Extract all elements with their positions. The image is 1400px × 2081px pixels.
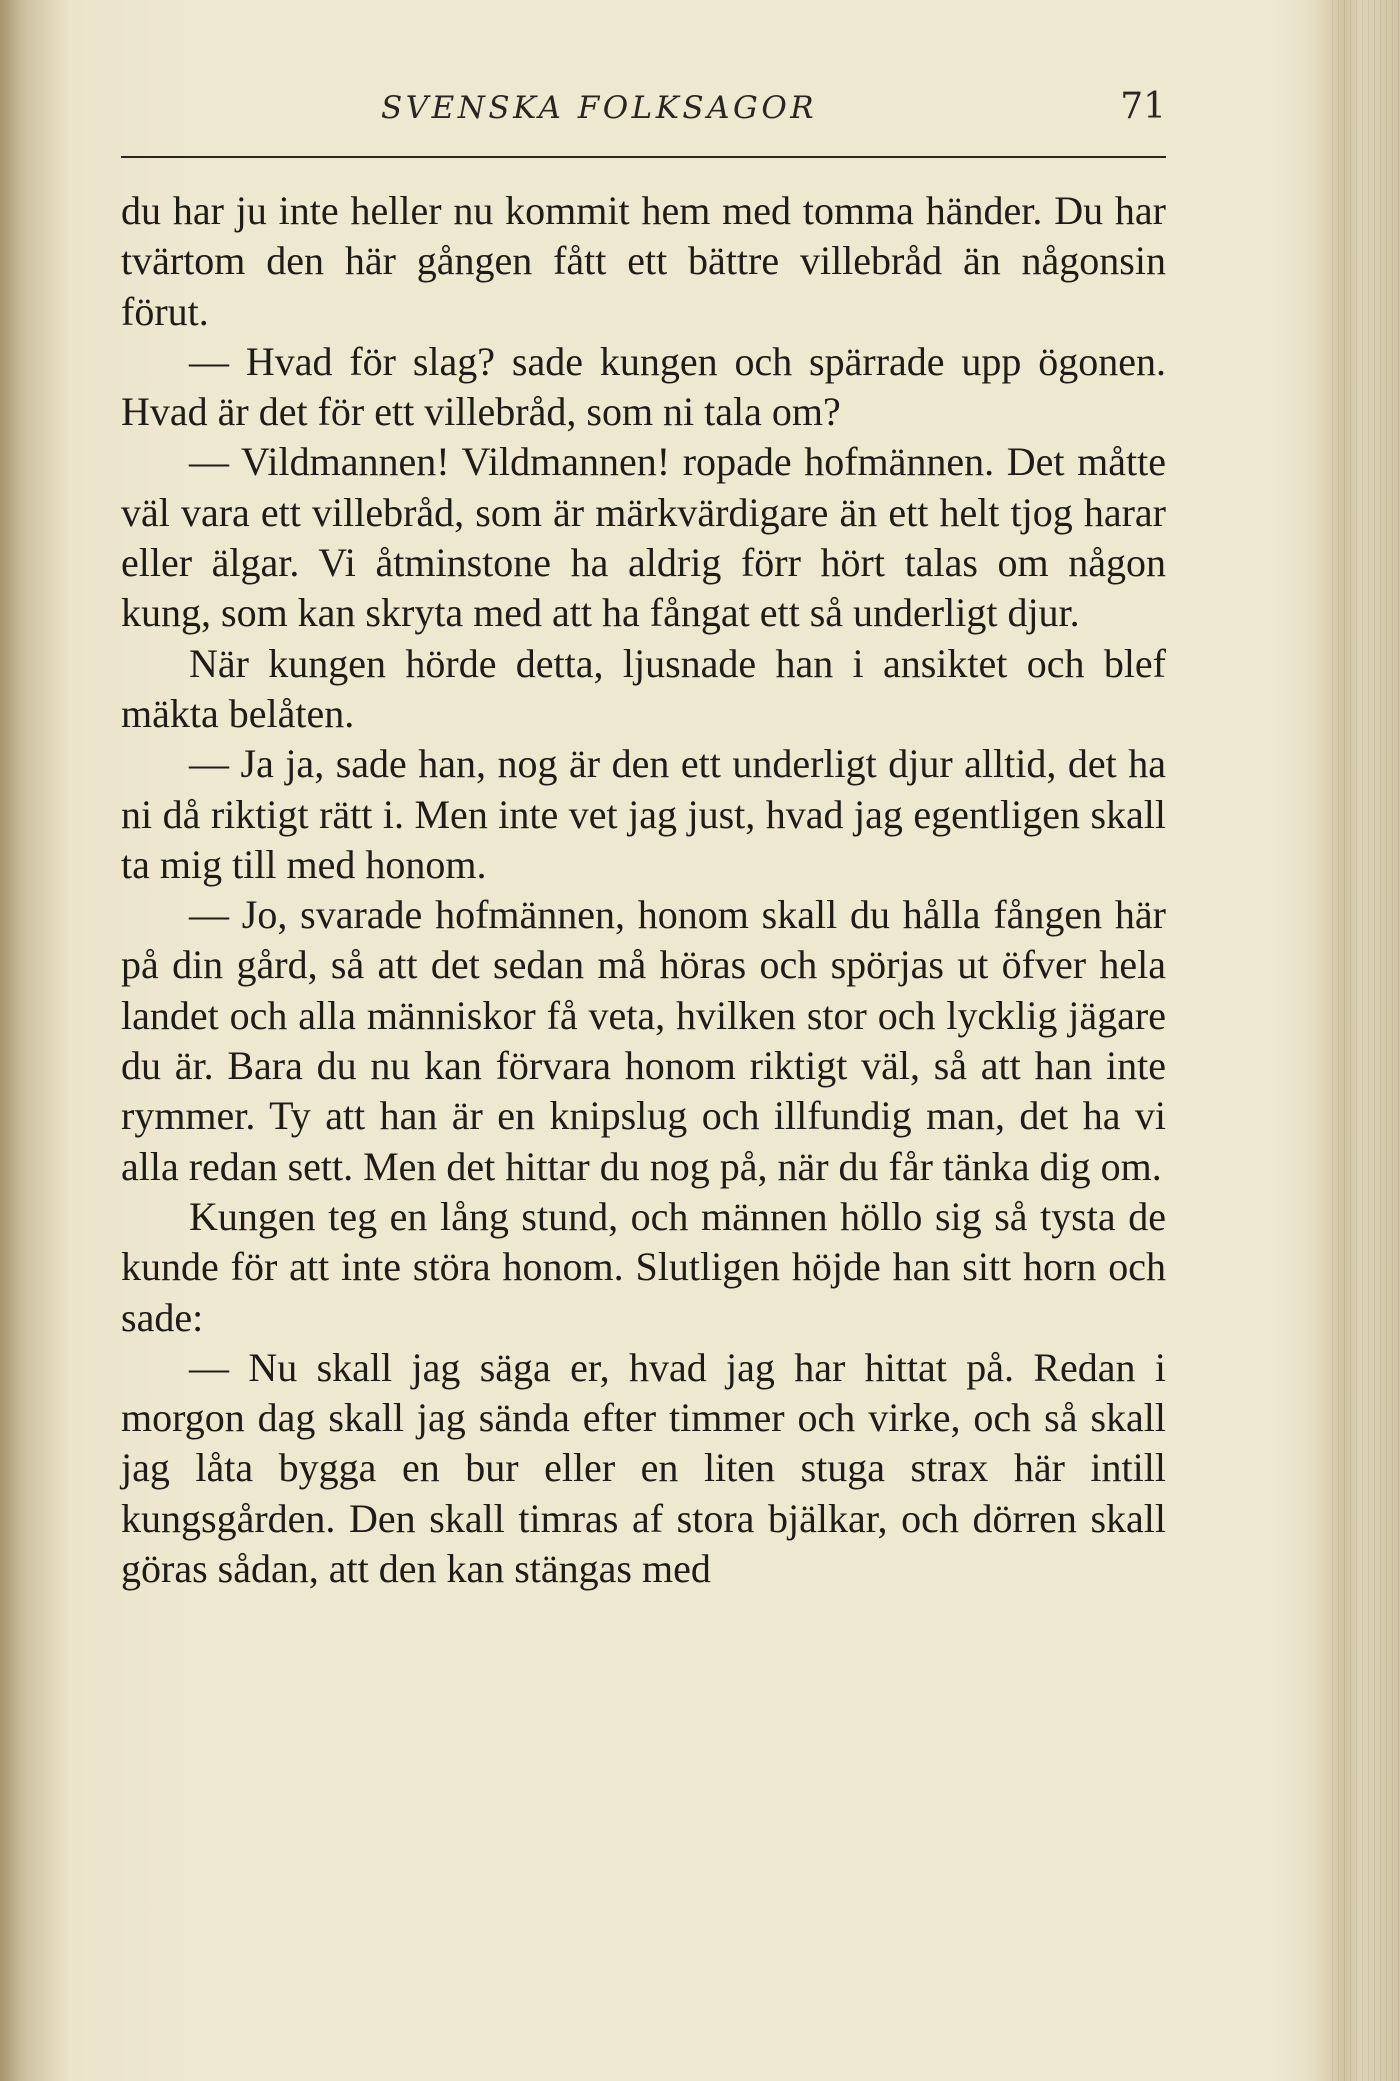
paragraph-3: — Vildmannen! Vildmannen! ropade hofmännen. Det måtte väl vara ett villebråd, som är märkvärdigare än ett helt tjog harar eller älgar. Vi åtminstone ha aldrig förr hört talas om någon kung, som kan skryta med att ha fångat ett så underligt djur.	[121, 439, 1166, 636]
paragraph-6: — Jo, svarade hofmännen, honom skall du hålla fången här på din gård, så att det sedan må höras och spörjas ut öfver hela landet och alla människor få veta, hvilken stor och lycklig jägare du är. Bara du nu kan förvara honom riktigt väl, så att han inte rymmer. Ty att han är en knipslug och illfundig man, det ha vi alla redan sett. Men det hittar du nog på, när du får tänka dig om.	[121, 892, 1166, 1189]
body-text	[121, 186, 1166, 1594]
paragraph-2: — Hvad för slag? sade kungen och spärrade upp ögonen. Hvad är det för ett villebråd, som ni tala om?	[121, 338, 1166, 435]
paragraph-7: Kungen teg en lång stund, och männen höllo sig så tysta de kunde för att inte störa honom. Slutligen höjde han sitt horn och sade:	[121, 1193, 1166, 1340]
paragraph-8: — Nu skall jag säga er, hvad jag har hittat på. Redan i morgon dag skall jag sända efter timmer och virke, och så skall jag låta bygga en bur eller en liten stuga strax här intill kungsgården. Den skall timras af stora bjälkar, och dörren skall göras sådan, att den kan stängas med	[121, 1344, 1166, 1592]
page-spine-shadow	[0, 0, 70, 2081]
paragraph-5: — Ja ja, sade han, nog är den ett underligt djur alltid, det ha ni då riktigt rätt i. Men inte vet jag just, hvad jag egentligen skall ta mig till med honom.	[121, 741, 1166, 887]
page-edge-lines	[1332, 0, 1400, 2081]
page-number: 71	[1120, 86, 1166, 127]
paragraph-1: du har ju inte heller nu kommit hem med tomma händer. Du har tvärtom den här gången fått ett bättre villebråd än någonsin förut.	[121, 188, 1166, 334]
running-title: SVENSKA FOLKSAGOR	[381, 90, 818, 126]
running-header	[121, 86, 1166, 158]
paragraph-4: När kungen hörde detta, ljusnade han i ansiktet och blef mäkta belåten.	[121, 640, 1166, 736]
